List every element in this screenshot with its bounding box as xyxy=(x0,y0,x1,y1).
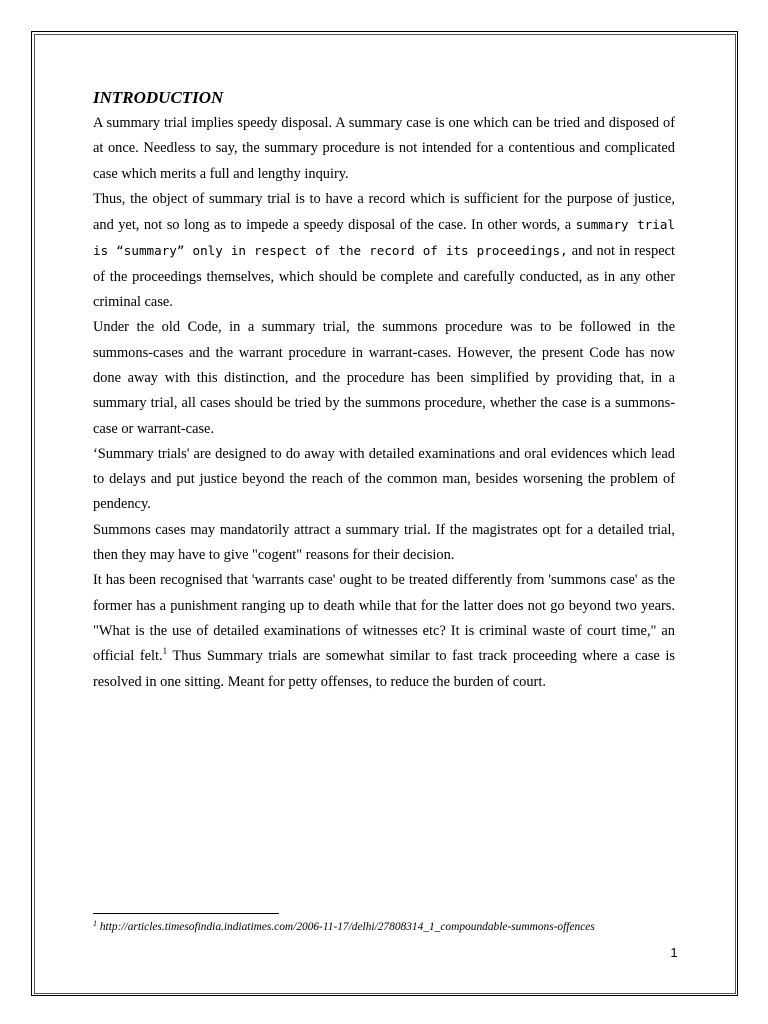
paragraph-1: A summary trial implies speedy disposal. A summary case is one which can be tried and disposed of at once. Needless to say, the summary procedure is not intended for a contentious and complicated case which merits a full and lengthy inquiry. xyxy=(93,115,675,182)
footnote-link[interactable]: http://articles.timesofindia.indiatimes.com/2006-11-17/delhi/27808314_1_compoundable-summons-offences xyxy=(97,921,595,933)
footnote-reference[interactable]: 1 xyxy=(162,646,168,657)
paragraph-5: Summons cases may mandatorily attract a summary trial. If the magistrates opt for a detailed trial, then they may have to give "cogent" reasons for their decision. xyxy=(93,521,675,564)
footnote-separator xyxy=(93,913,279,914)
paragraph-2-text-b: and not in respect of the proceedings themselves, which should be complete and carefully conducted, as in any other criminal case. xyxy=(93,243,676,311)
document-body xyxy=(93,84,675,695)
paragraph-6-text-a: It has been recognised that 'warrants case' ought to be treated differently from 'summons case' as the former has a punishment ranging up to death while that for the latter does not go beyond two years. "What is the use of detailed examinations of witnesses etc? It is criminal waste of court time," an official felt. xyxy=(93,572,675,665)
paragraph-6 xyxy=(93,568,675,694)
paragraph-4: ‘Summary trials' are designed to do away with detailed examinations and oral evidences which lead to delays and put justice beyond the reach of the common man, besides worsening the problem of pendency. xyxy=(93,445,675,513)
footnote xyxy=(93,919,713,935)
paragraph-2-text-a: Thus, the object of summary trial is to have a record which is sufficient for the purpose of justice, and yet, not so long as to impede a speedy disposal of the case. In other words, a xyxy=(93,190,675,234)
page-number: 1 xyxy=(670,945,678,960)
paragraph-6-text-b: Thus Summary trials are somewhat similar to fast track proceeding where a case is resolved in one sitting. Meant for petty offenses, to reduce the burden of court. xyxy=(93,648,675,690)
footnote-marker: 1 xyxy=(93,919,97,928)
paragraph-2 xyxy=(93,187,675,315)
paragraph-2-monospace-text: summary trial is “summary” only in respect of the record of its proceedings, xyxy=(93,217,675,259)
section-heading: INTRODUCTION xyxy=(93,88,224,107)
paragraph-3: Under the old Code, in a summary trial, the summons procedure was to be followed in the summons-cases and the warrant procedure in warrant-cases. However, the present Code has now done away with this distinction, and the procedure has been simplified by providing that, in a summary trial, all cases should be tried by the summons procedure, whether the case is a summons-case or warrant-case. xyxy=(93,319,675,437)
